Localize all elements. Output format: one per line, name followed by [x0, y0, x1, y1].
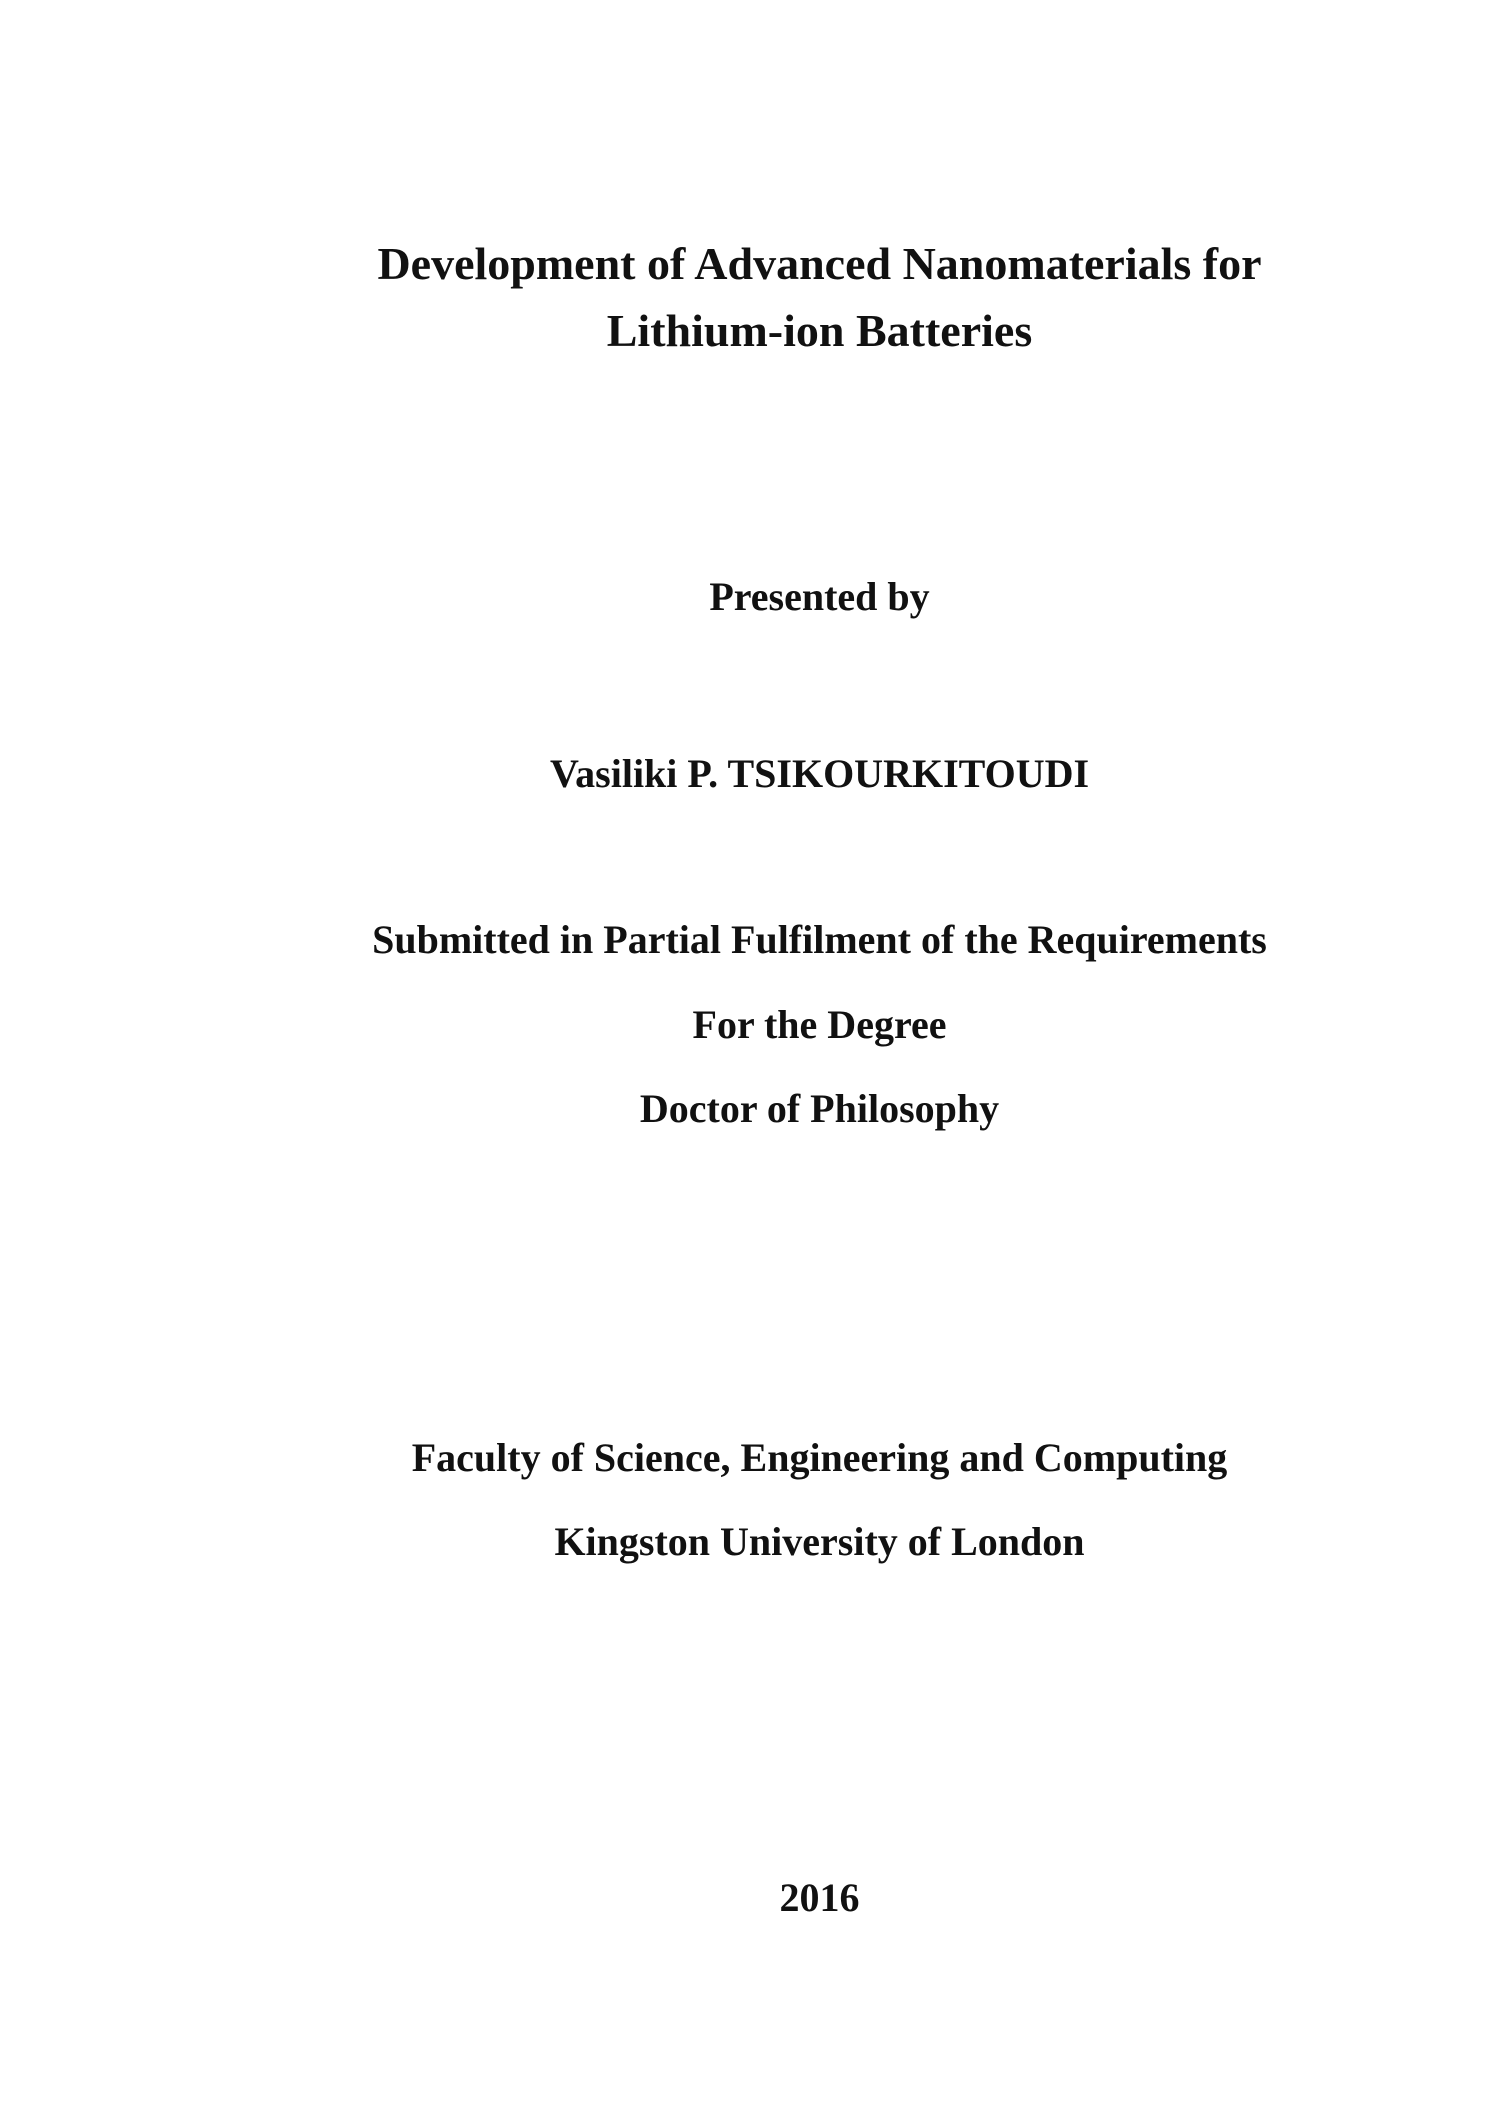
degree-name: Doctor of Philosophy [639, 1086, 1000, 1131]
thesis-title-line-2: Lithium-ion Batteries [606, 305, 1033, 356]
university-name: Kingston University of London [554, 1519, 1085, 1564]
faculty-name: Faculty of Science, Engineering and Computing [411, 1435, 1228, 1480]
thesis-title-line-1: Development of Advanced Nanomaterials for [377, 238, 1262, 289]
author-name: Vasiliki P. TSIKOURKITOUDI [549, 751, 1090, 796]
submission-statement-line-2: For the Degree [692, 1002, 947, 1047]
submission-statement-line-1: Submitted in Partial Fulfilment of the Requirements [372, 917, 1267, 962]
submission-year: 2016 [779, 1875, 860, 1920]
presented-by-label: Presented by [709, 574, 930, 619]
